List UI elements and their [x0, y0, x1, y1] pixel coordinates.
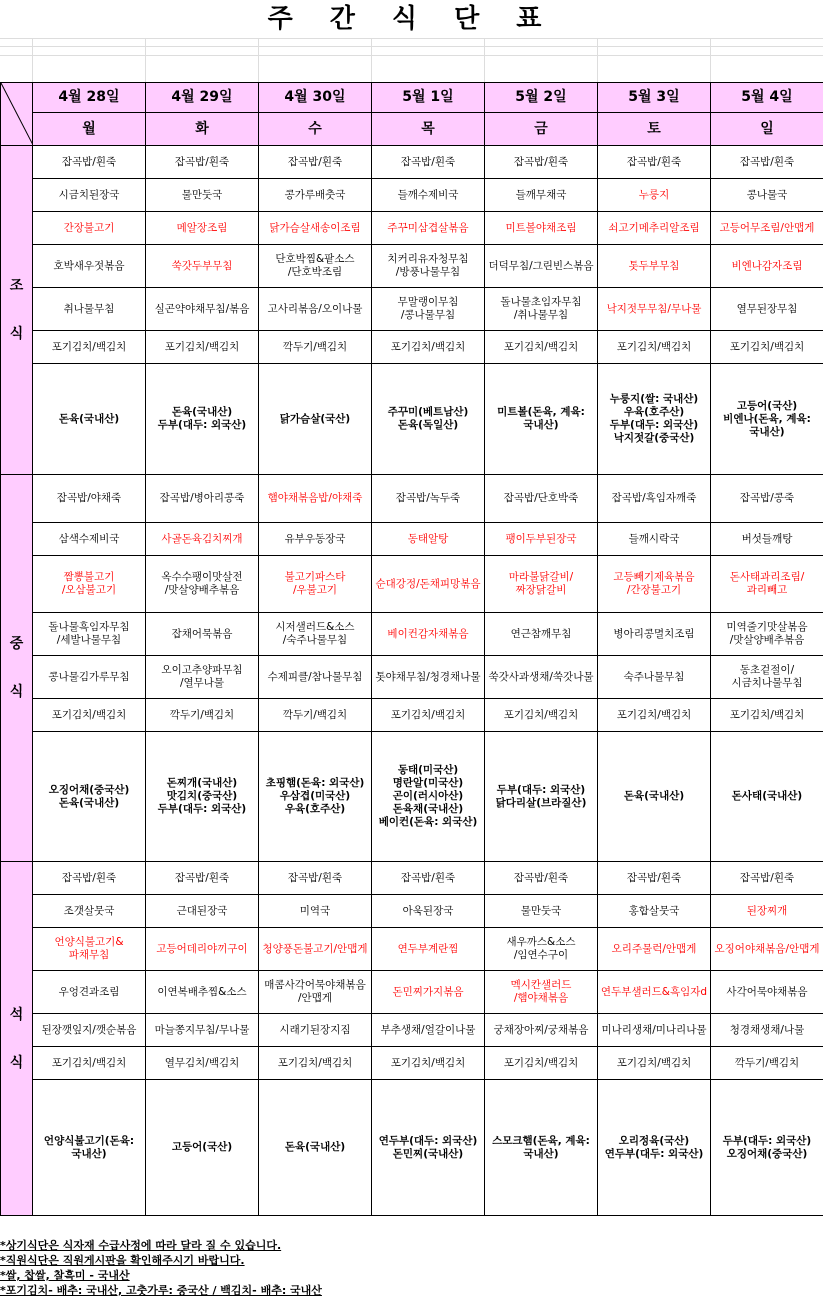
menu-item-cell: 멕시칸샐러드 /햄야채볶음 [485, 971, 598, 1014]
menu-item-cell: 오이고추양파무침 /열무나물 [146, 656, 259, 699]
note-line: *포기김치- 배추: 국내산, 고춧가루: 중국산 / 백김치- 배추: 국내산 [0, 1284, 322, 1297]
weekly-menu-table [0, 82, 823, 1216]
origin-cell: 주꾸미(베트남산) 돈육(독일산) [372, 364, 485, 475]
menu-row [1, 288, 823, 331]
menu-row [1, 331, 823, 364]
weekday-cell: 수 [259, 113, 372, 146]
menu-item-cell: 삼색수제비국 [33, 523, 146, 556]
menu-item-cell: 포기김치/백김치 [33, 331, 146, 364]
menu-item-cell: 고등어데리야끼구이 [146, 928, 259, 971]
menu-item-cell: 쇠고기메추리알조림 [598, 212, 711, 245]
menu-item-cell: 된장찌개 [711, 895, 823, 928]
menu-item-cell: 동태알탕 [372, 523, 485, 556]
menu-row [1, 613, 823, 656]
meal-label: 중 식 [1, 475, 33, 862]
menu-row [1, 1047, 823, 1080]
menu-item-cell: 돌나물흑임자무침 /세발나물무침 [33, 613, 146, 656]
menu-item-cell: 잡곡밥/단호박죽 [485, 475, 598, 523]
menu-item-cell: 포기김치/백김치 [485, 1047, 598, 1080]
menu-item-cell: 주꾸미삼겹살볶음 [372, 212, 485, 245]
origin-cell: 스모크햄(돈육, 계육: 국내산) [485, 1080, 598, 1216]
menu-item-cell: 베이컨감자채볶음 [372, 613, 485, 656]
menu-item-cell: 궁채장아찌/궁채볶음 [485, 1014, 598, 1047]
diagonal-line [1, 83, 33, 145]
menu-item-cell: 깍두기/백김치 [146, 699, 259, 732]
menu-item-cell: 부추생채/얼갈이나물 [372, 1014, 485, 1047]
menu-item-cell: 깍두기/백김치 [259, 331, 372, 364]
menu-item-cell: 미나리생채/미나리나물 [598, 1014, 711, 1047]
menu-item-cell: 잡곡밥/흰죽 [711, 862, 823, 895]
menu-item-cell: 언양식불고기&파채무침 [33, 928, 146, 971]
menu-item-cell: 옥수수팽이맛살전 /맛살양배추볶음 [146, 556, 259, 613]
menu-item-cell: 들깨시락국 [598, 523, 711, 556]
menu-item-cell: 단호박찜&팥소스 /단호박조림 [259, 245, 372, 288]
menu-item-cell: 미트볼야채조림 [485, 212, 598, 245]
menu-item-cell: 쑥갓사과생채/쑥갓나물 [485, 656, 598, 699]
date-cell: 5월 3일 [598, 83, 711, 113]
menu-item-cell: 잡곡밥/흰죽 [711, 146, 823, 179]
menu-item-cell: 포기김치/백김치 [485, 699, 598, 732]
menu-item-cell: 쑥갓두부무침 [146, 245, 259, 288]
menu-item-cell: 톳야채무침/청경채나물 [372, 656, 485, 699]
corner-cell [1, 83, 33, 146]
menu-item-cell: 들깨무채국 [485, 179, 598, 212]
menu-item-cell: 잡채어묵볶음 [146, 613, 259, 656]
origin-cell: 고등어(국산) [146, 1080, 259, 1216]
menu-item-cell: 새우까스&소스 /임연수구이 [485, 928, 598, 971]
menu-item-cell: 잡곡밥/흰죽 [372, 862, 485, 895]
weekday-row [1, 113, 823, 146]
menu-item-cell: 호박새우젓볶음 [33, 245, 146, 288]
origin-row [1, 1080, 823, 1216]
origin-cell: 두부(대두: 외국산) 닭다리살(브라질산) [485, 732, 598, 862]
menu-item-cell: 메알장조림 [146, 212, 259, 245]
menu-item-cell: 실곤약야채무침/볶음 [146, 288, 259, 331]
origin-cell: 돈찌개(국내산) 맛김치(중국산) 두부(대두: 외국산) [146, 732, 259, 862]
menu-item-cell: 콩나물국 [711, 179, 823, 212]
menu-item-cell: 연근참깨무침 [485, 613, 598, 656]
menu-item-cell: 치커리유자청무침 /방풍나물무침 [372, 245, 485, 288]
menu-item-cell: 잡곡밥/흰죽 [146, 862, 259, 895]
origin-row [1, 732, 823, 862]
date-cell: 4월 30일 [259, 83, 372, 113]
menu-item-cell: 짬뽕불고기 /오삼불고기 [33, 556, 146, 613]
origin-cell: 언양식불고기(돈육: 국내산) [33, 1080, 146, 1216]
notes [0, 1238, 823, 1298]
menu-item-cell: 물만둣국 [485, 895, 598, 928]
menu-item-cell: 포기김치/백김치 [711, 331, 823, 364]
menu-item-cell: 포기김치/백김치 [146, 331, 259, 364]
date-cell: 5월 2일 [485, 83, 598, 113]
origin-row [1, 364, 823, 475]
menu-item-cell: 포기김치/백김치 [372, 331, 485, 364]
date-cell: 5월 1일 [372, 83, 485, 113]
menu-item-cell: 간장불고기 [33, 212, 146, 245]
menu-item-cell: 더덕무침/그린빈스볶음 [485, 245, 598, 288]
origin-cell: 두부(대두: 외국산) 오징어채(중국산) [711, 1080, 823, 1216]
origin-cell: 초핑햄(돈육: 외국산) 우삼겹(미국산) 우육(호주산) [259, 732, 372, 862]
meal-label: 석 식 [1, 862, 33, 1216]
page-title: 주 간 식 단 표 [267, 4, 556, 34]
menu-item-cell: 포기김치/백김치 [372, 1047, 485, 1080]
weekday-cell: 토 [598, 113, 711, 146]
menu-item-cell: 취나물무침 [33, 288, 146, 331]
origin-cell: 돈육(국내산) 두부(대두: 외국산) [146, 364, 259, 475]
menu-item-cell: 잡곡밥/병아리콩죽 [146, 475, 259, 523]
menu-item-cell: 잡곡밥/흰죽 [598, 862, 711, 895]
menu-item-cell: 동초겉절이/시금치나물무침 [711, 656, 823, 699]
menu-row [1, 212, 823, 245]
menu-item-cell: 수제피클/참나물무침 [259, 656, 372, 699]
menu-row [1, 971, 823, 1014]
menu-item-cell: 미역국 [259, 895, 372, 928]
menu-item-cell: 잡곡밥/녹두죽 [372, 475, 485, 523]
menu-item-cell: 들깨수제비국 [372, 179, 485, 212]
menu-row [1, 475, 823, 523]
origin-cell: 고등어(국산) 비엔나(돈육, 계육: 국내산) [711, 364, 823, 475]
menu-row [1, 656, 823, 699]
menu-item-cell: 고사리볶음/오이나물 [259, 288, 372, 331]
origin-cell: 돈육(국내산) [598, 732, 711, 862]
menu-item-cell: 깍두기/백김치 [259, 699, 372, 732]
menu-item-cell: 잡곡밥/흰죽 [485, 146, 598, 179]
origin-cell: 오징어채(중국산) 돈육(국내산) [33, 732, 146, 862]
menu-item-cell: 마늘쫑지무침/무나물 [146, 1014, 259, 1047]
menu-item-cell: 잡곡밥/흰죽 [33, 862, 146, 895]
weekday-cell: 목 [372, 113, 485, 146]
weekday-cell: 화 [146, 113, 259, 146]
empty-grid-rows [0, 38, 823, 82]
menu-item-cell: 홍합살뭇국 [598, 895, 711, 928]
date-cell: 4월 28일 [33, 83, 146, 113]
menu-item-cell: 잡곡밥/흰죽 [372, 146, 485, 179]
note-line: *직원식단은 직원게시판을 확인해주시기 바랍니다. [0, 1254, 245, 1267]
menu-item-cell: 닭가슴살새송이조림 [259, 212, 372, 245]
menu-item-cell: 청경채생채/나물 [711, 1014, 823, 1047]
menu-item-cell: 버섯들깨탕 [711, 523, 823, 556]
menu-item-cell: 미역줄기맛살볶음 /맛살양배추볶음 [711, 613, 823, 656]
menu-item-cell: 된장깻잎지/깻순볶음 [33, 1014, 146, 1047]
menu-row [1, 523, 823, 556]
menu-row [1, 1014, 823, 1047]
menu-item-cell: 포기김치/백김치 [485, 331, 598, 364]
menu-row [1, 179, 823, 212]
menu-item-cell: 잡곡밥/흰죽 [259, 146, 372, 179]
origin-cell: 닭가슴살(국산) [259, 364, 372, 475]
origin-cell: 돈육(국내산) [259, 1080, 372, 1216]
origin-cell: 누룽지(쌀: 국내산) 우육(호주산) 두부(대두: 외국산) 낙지젓갈(중국산) [598, 364, 711, 475]
weekday-cell: 일 [711, 113, 823, 146]
menu-item-cell: 연두부샐러드&흑임자d [598, 971, 711, 1014]
menu-item-cell: 마라불닭갈비/짜장닭갈비 [485, 556, 598, 613]
menu-item-cell: 돈사태과리조림/과리빼고 [711, 556, 823, 613]
menu-item-cell: 불고기파스타 /우불고기 [259, 556, 372, 613]
menu-item-cell: 열무김치/백김치 [146, 1047, 259, 1080]
menu-item-cell: 햄야채볶음밥/야채죽 [259, 475, 372, 523]
origin-cell: 동태(미국산) 명란알(미국산) 곤이(러시아산) 돈육채(국내산) 베이컨(돈육: 외국산) [372, 732, 485, 862]
menu-item-cell: 청양풍돈불고기/안맵게 [259, 928, 372, 971]
menu-item-cell: 포기김치/백김치 [598, 331, 711, 364]
origin-cell: 오리정육(국산) 연두부(대두: 외국산) [598, 1080, 711, 1216]
menu-item-cell: 순대강정/돈채피망볶음 [372, 556, 485, 613]
origin-cell: 연두부(대두: 외국산) 돈민찌(국내산) [372, 1080, 485, 1216]
menu-item-cell: 물만둣국 [146, 179, 259, 212]
menu-item-cell: 열무된장무침 [711, 288, 823, 331]
menu-item-cell: 잡곡밥/흰죽 [146, 146, 259, 179]
menu-item-cell: 오리주물럭/안맵게 [598, 928, 711, 971]
menu-item-cell: 시금치된장국 [33, 179, 146, 212]
menu-item-cell: 고등빼기제육볶음 /간장불고기 [598, 556, 711, 613]
menu-item-cell: 잡곡밥/콩죽 [711, 475, 823, 523]
menu-item-cell: 돈민찌가지볶음 [372, 971, 485, 1014]
menu-item-cell: 포기김치/백김치 [598, 699, 711, 732]
menu-row [1, 862, 823, 895]
menu-item-cell: 콩가루배춧국 [259, 179, 372, 212]
menu-item-cell: 포기김치/백김치 [33, 699, 146, 732]
menu-item-cell: 깍두기/백김치 [711, 1047, 823, 1080]
menu-item-cell: 포기김치/백김치 [372, 699, 485, 732]
menu-item-cell: 근대된장국 [146, 895, 259, 928]
origin-cell: 돈육(국내산) [33, 364, 146, 475]
menu-item-cell: 고등어무조림/안맵게 [711, 212, 823, 245]
menu-item-cell: 콩나물김가루무침 [33, 656, 146, 699]
menu-row [1, 146, 823, 179]
menu-item-cell: 시저샐러드&소스 /숙주나물무침 [259, 613, 372, 656]
date-cell: 4월 29일 [146, 83, 259, 113]
menu-item-cell: 매콤사각어묵야채볶음 /안맵게 [259, 971, 372, 1014]
menu-item-cell: 시래기된장지짐 [259, 1014, 372, 1047]
menu-item-cell: 조갯살뭇국 [33, 895, 146, 928]
menu-item-cell: 잡곡밥/흰죽 [33, 146, 146, 179]
menu-item-cell: 잡곡밥/흰죽 [485, 862, 598, 895]
origin-cell: 미트볼(돈육, 계육: 국내산) [485, 364, 598, 475]
weekday-cell: 금 [485, 113, 598, 146]
menu-item-cell: 포기김치/백김치 [711, 699, 823, 732]
menu-row [1, 895, 823, 928]
menu-item-cell: 이연복배추찜&소스 [146, 971, 259, 1014]
note-line: *상기식단은 식자재 수급사정에 따라 달라 질 수 있습니다. [0, 1239, 282, 1252]
menu-item-cell: 잡곡밥/흰죽 [259, 862, 372, 895]
menu-item-cell: 우엉견과조림 [33, 971, 146, 1014]
menu-row [1, 928, 823, 971]
meal-label: 조 식 [1, 146, 33, 475]
menu-item-cell: 낙지젓무무침/무나물 [598, 288, 711, 331]
origin-cell: 돈사태(국내산) [711, 732, 823, 862]
menu-item-cell: 숙주나물무침 [598, 656, 711, 699]
menu-item-cell: 포기김치/백김치 [259, 1047, 372, 1080]
menu-item-cell: 아욱된장국 [372, 895, 485, 928]
menu-row [1, 245, 823, 288]
menu-item-cell: 톳두부무침 [598, 245, 711, 288]
weekday-cell: 월 [33, 113, 146, 146]
menu-item-cell: 잡곡밥/흑임자깨죽 [598, 475, 711, 523]
menu-item-cell: 팽이두부된장국 [485, 523, 598, 556]
date-row [1, 83, 823, 113]
note-line: *쌀, 찹쌀, 찰흑미 - 국내산 [0, 1269, 130, 1282]
menu-item-cell: 잡곡밥/야채죽 [33, 475, 146, 523]
menu-row [1, 556, 823, 613]
menu-item-cell: 연두부계란찜 [372, 928, 485, 971]
menu-row [1, 699, 823, 732]
menu-item-cell: 비엔나감자조림 [711, 245, 823, 288]
menu-item-cell: 병아리콩멸치조림 [598, 613, 711, 656]
menu-item-cell: 포기김치/백김치 [598, 1047, 711, 1080]
menu-item-cell: 유부우동장국 [259, 523, 372, 556]
menu-item-cell: 무말랭이무침 /콩나물무침 [372, 288, 485, 331]
menu-item-cell: 사각어묵야채볶음 [711, 971, 823, 1014]
menu-item-cell: 누룽지 [598, 179, 711, 212]
menu-item-cell: 돌나물초임자무침 /취나물무침 [485, 288, 598, 331]
menu-item-cell: 사골돈육김치찌개 [146, 523, 259, 556]
menu-item-cell: 오징어야채볶음/안맵게 [711, 928, 823, 971]
date-cell: 5월 4일 [711, 83, 823, 113]
menu-item-cell: 잡곡밥/흰죽 [598, 146, 711, 179]
menu-item-cell: 포기김치/백김치 [33, 1047, 146, 1080]
